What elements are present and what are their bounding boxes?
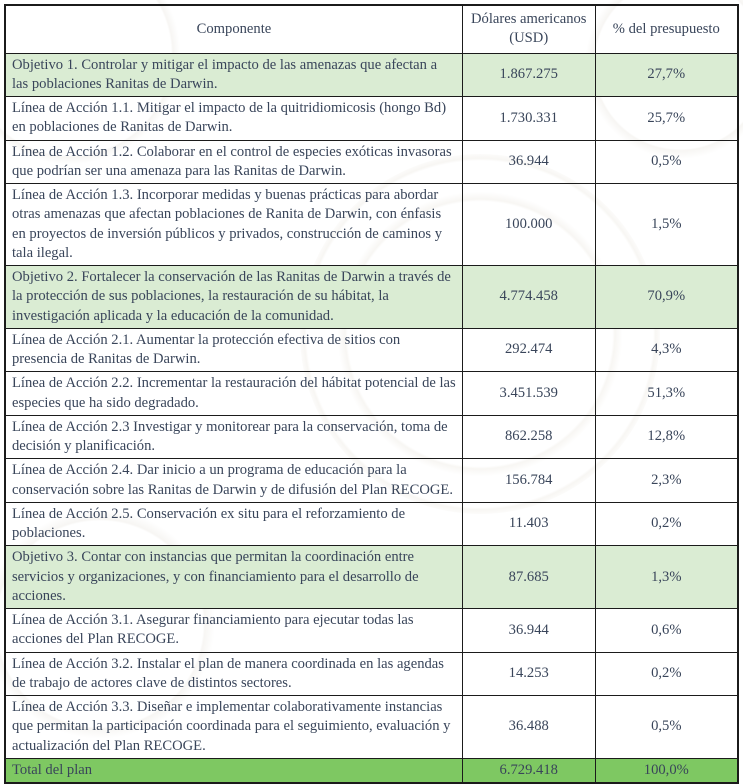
table-row-objetivo [5, 53, 738, 97]
usd-cell: 11.403 [462, 502, 595, 546]
usd-cell: 156.784 [462, 459, 595, 503]
table-row-linea [5, 696, 738, 759]
pct-cell: 25,7% [595, 97, 738, 141]
pct-cell: 0,5% [595, 140, 738, 184]
component-cell: Línea de Acción 1.3. Incorporar medidas y buenas prácticas para abordar otras amenazas que afectan poblaciones de Ranita de Darwin, con énfasis en proyectos de inversión públicos y privados, construcción de caminos y tala ilegal. [5, 184, 462, 266]
usd-cell: 14.253 [462, 652, 595, 696]
component-cell: Línea de Acción 3.3. Diseñar e implementar colaborativamente instancias que permitan la participación coordinada para el seguimiento, evaluación y actualización del Plan RECOGE. [5, 696, 462, 759]
table-row-linea [5, 97, 738, 141]
pct-cell: 0,6% [595, 609, 738, 653]
component-cell: Objetivo 3. Contar con instancias que permitan la coordinación entre servicios y organizaciones, y con financiamiento para el desarrollo de acciones. [5, 546, 462, 609]
component-cell: Total del plan [5, 758, 462, 783]
component-cell: Objetivo 1. Controlar y mitigar el impacto de las amenazas que afectan a las poblaciones Ranitas de Darwin. [5, 53, 462, 97]
component-cell: Línea de Acción 3.1. Asegurar financiamiento para ejecutar todas las acciones del Plan RECOGE. [5, 609, 462, 653]
usd-cell: 862.258 [462, 415, 595, 459]
pct-cell: 0,2% [595, 652, 738, 696]
component-cell: Línea de Acción 1.2. Colaborar en el control de especies exóticas invasoras que podrían ser una amenaza para las Ranitas de Darwin. [5, 140, 462, 184]
pct-cell: 100,0% [595, 758, 738, 783]
header-component: Componente [5, 5, 462, 53]
header-pct: % del presupuesto [595, 5, 738, 53]
usd-cell: 100.000 [462, 184, 595, 266]
usd-cell: 1.867.275 [462, 53, 595, 97]
table-row-objetivo [5, 546, 738, 609]
usd-cell: 6.729.418 [462, 758, 595, 783]
usd-cell: 4.774.458 [462, 266, 595, 329]
table-row-linea [5, 328, 738, 372]
pct-cell: 70,9% [595, 266, 738, 329]
usd-cell: 292.474 [462, 328, 595, 372]
table-row-linea [5, 652, 738, 696]
table-row-linea [5, 140, 738, 184]
component-cell: Objetivo 2. Fortalecer la conservación de las Ranitas de Darwin a través de la protección de sus poblaciones, la restauración de su hábitat, la investigación aplicada y la educación de la comunidad. [5, 266, 462, 329]
pct-cell: 51,3% [595, 372, 738, 416]
pct-cell: 27,7% [595, 53, 738, 97]
pct-cell: 4,3% [595, 328, 738, 372]
usd-cell: 36.944 [462, 609, 595, 653]
pct-cell: 0,5% [595, 696, 738, 759]
pct-cell: 0,2% [595, 502, 738, 546]
component-cell: Línea de Acción 2.3 Investigar y monitorear para la conservación, toma de decisión y planificación. [5, 415, 462, 459]
component-cell: Línea de Acción 2.5. Conservación ex situ para el reforzamiento de poblaciones. [5, 502, 462, 546]
component-cell: Línea de Acción 3.2. Instalar el plan de manera coordinada en las agendas de trabajo de actores clave de distintos sectores. [5, 652, 462, 696]
table-row-linea [5, 372, 738, 416]
component-cell: Línea de Acción 2.2. Incrementar la restauración del hábitat potencial de las especies que ha sido degradado. [5, 372, 462, 416]
usd-cell: 36.944 [462, 140, 595, 184]
table-body [5, 53, 738, 783]
table-header [5, 5, 738, 53]
usd-cell: 3.451.539 [462, 372, 595, 416]
usd-cell: 36.488 [462, 696, 595, 759]
table-row-linea [5, 609, 738, 653]
usd-cell: 87.685 [462, 546, 595, 609]
table-row-objetivo [5, 266, 738, 329]
component-cell: Línea de Acción 2.4. Dar inicio a un programa de educación para la conservación sobre las Ranitas de Darwin y de difusión del Plan RECOGE. [5, 459, 462, 503]
pct-cell: 1,5% [595, 184, 738, 266]
component-cell: Línea de Acción 2.1. Aumentar la protección efectiva de sitios con presencia de Ranitas de Darwin. [5, 328, 462, 372]
pct-cell: 2,3% [595, 459, 738, 503]
header-usd: Dólares americanos (USD) [462, 5, 595, 53]
table-row-linea [5, 502, 738, 546]
budget-table [4, 4, 739, 784]
pct-cell: 1,3% [595, 546, 738, 609]
table-row-total [5, 758, 738, 783]
table-row-linea [5, 184, 738, 266]
pct-cell: 12,8% [595, 415, 738, 459]
component-cell: Línea de Acción 1.1. Mitigar el impacto de la quitridiomicosis (hongo Bd) en poblaciones de Ranitas de Darwin. [5, 97, 462, 141]
table-row-linea [5, 459, 738, 503]
table-row-linea [5, 415, 738, 459]
header-row [5, 5, 738, 53]
usd-cell: 1.730.331 [462, 97, 595, 141]
